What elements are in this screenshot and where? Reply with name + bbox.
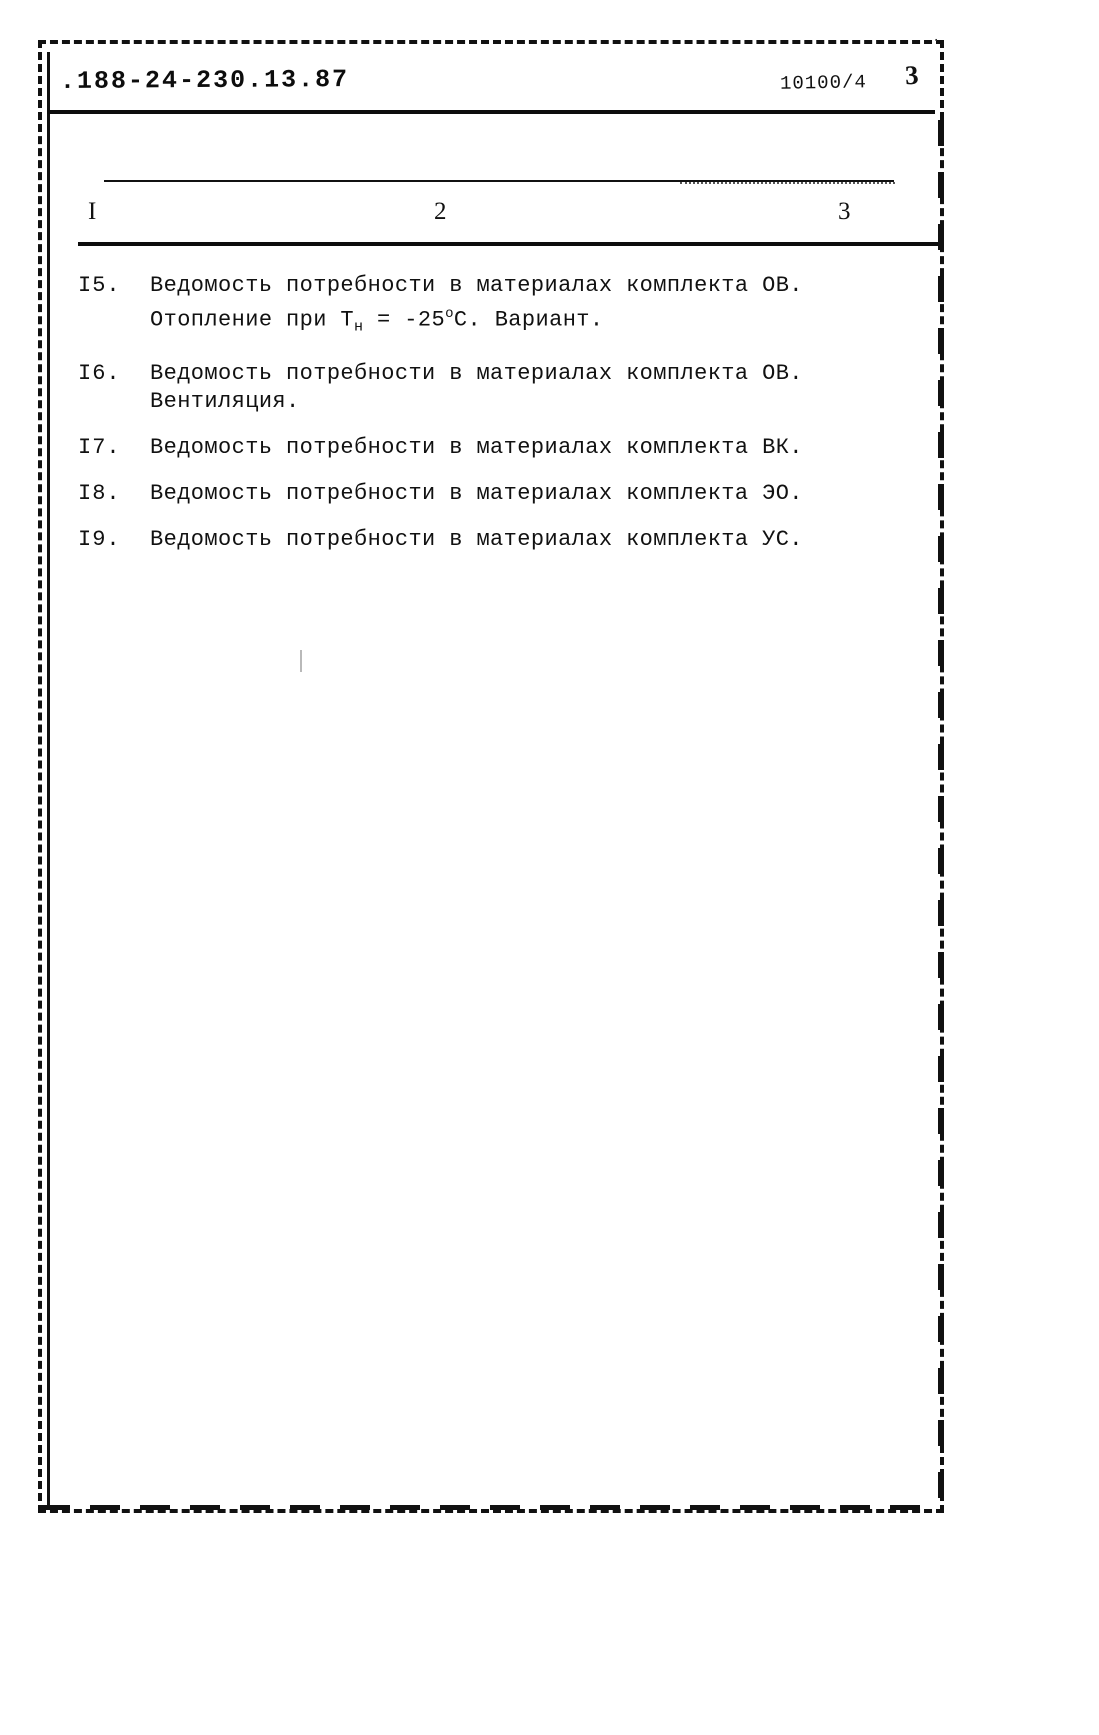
row-number: I6. bbox=[78, 360, 121, 386]
bottom-edge-dashes bbox=[40, 1505, 942, 1510]
column-header-1: I bbox=[88, 198, 97, 225]
column-header-2: 2 bbox=[434, 198, 447, 225]
row-text-line2-pre: Отопление при Т bbox=[150, 307, 355, 333]
row-text: Ведомость потребности в материалах комплекта ЭО. bbox=[150, 480, 803, 506]
row-text: Ведомость потребности в материалах комплекта УС. bbox=[150, 526, 803, 552]
scan-artifact-dot: · bbox=[932, 33, 941, 49]
row-text bbox=[150, 360, 938, 416]
row-text: Ведомость потребности в материалах комплекта ВК. bbox=[150, 434, 803, 460]
row-text-line2-pre: Вентиляция. bbox=[150, 388, 300, 414]
row-text-line2-post: С. Вариант. bbox=[453, 307, 604, 333]
table-body bbox=[78, 272, 938, 572]
table-row bbox=[78, 526, 938, 554]
row-text-line2-mid: = -25 bbox=[363, 307, 446, 333]
table-row bbox=[78, 480, 938, 508]
row-number: I9. bbox=[78, 526, 121, 552]
row-text-line1: Ведомость потребности в материалах комплекта ОВ. bbox=[150, 360, 803, 386]
document-code: .188-24-230.13.87 bbox=[59, 64, 350, 97]
page-border-inner bbox=[47, 52, 935, 1507]
row-text bbox=[150, 272, 938, 342]
page-number: 3 bbox=[904, 59, 920, 91]
row-text-line2-sup: о bbox=[445, 306, 454, 322]
table-row bbox=[78, 272, 938, 342]
row-number: I7. bbox=[78, 434, 121, 460]
row-text-line2-sub: н bbox=[354, 318, 364, 336]
table-row bbox=[78, 434, 938, 462]
sheet-reference: 10100/4 bbox=[779, 71, 868, 95]
right-edge-dashes bbox=[938, 120, 944, 1510]
row-number: I5. bbox=[78, 273, 121, 298]
row-number: I8. bbox=[78, 480, 121, 506]
scan-artifact-tick bbox=[300, 650, 302, 672]
table-top-rule-dotted bbox=[680, 182, 895, 184]
table-header-rule bbox=[78, 242, 938, 246]
table-row bbox=[78, 360, 938, 416]
row-text-line1: Ведомость потребности в материалах комплекта ОВ. bbox=[150, 273, 803, 298]
column-header-3: 3 bbox=[838, 198, 851, 225]
